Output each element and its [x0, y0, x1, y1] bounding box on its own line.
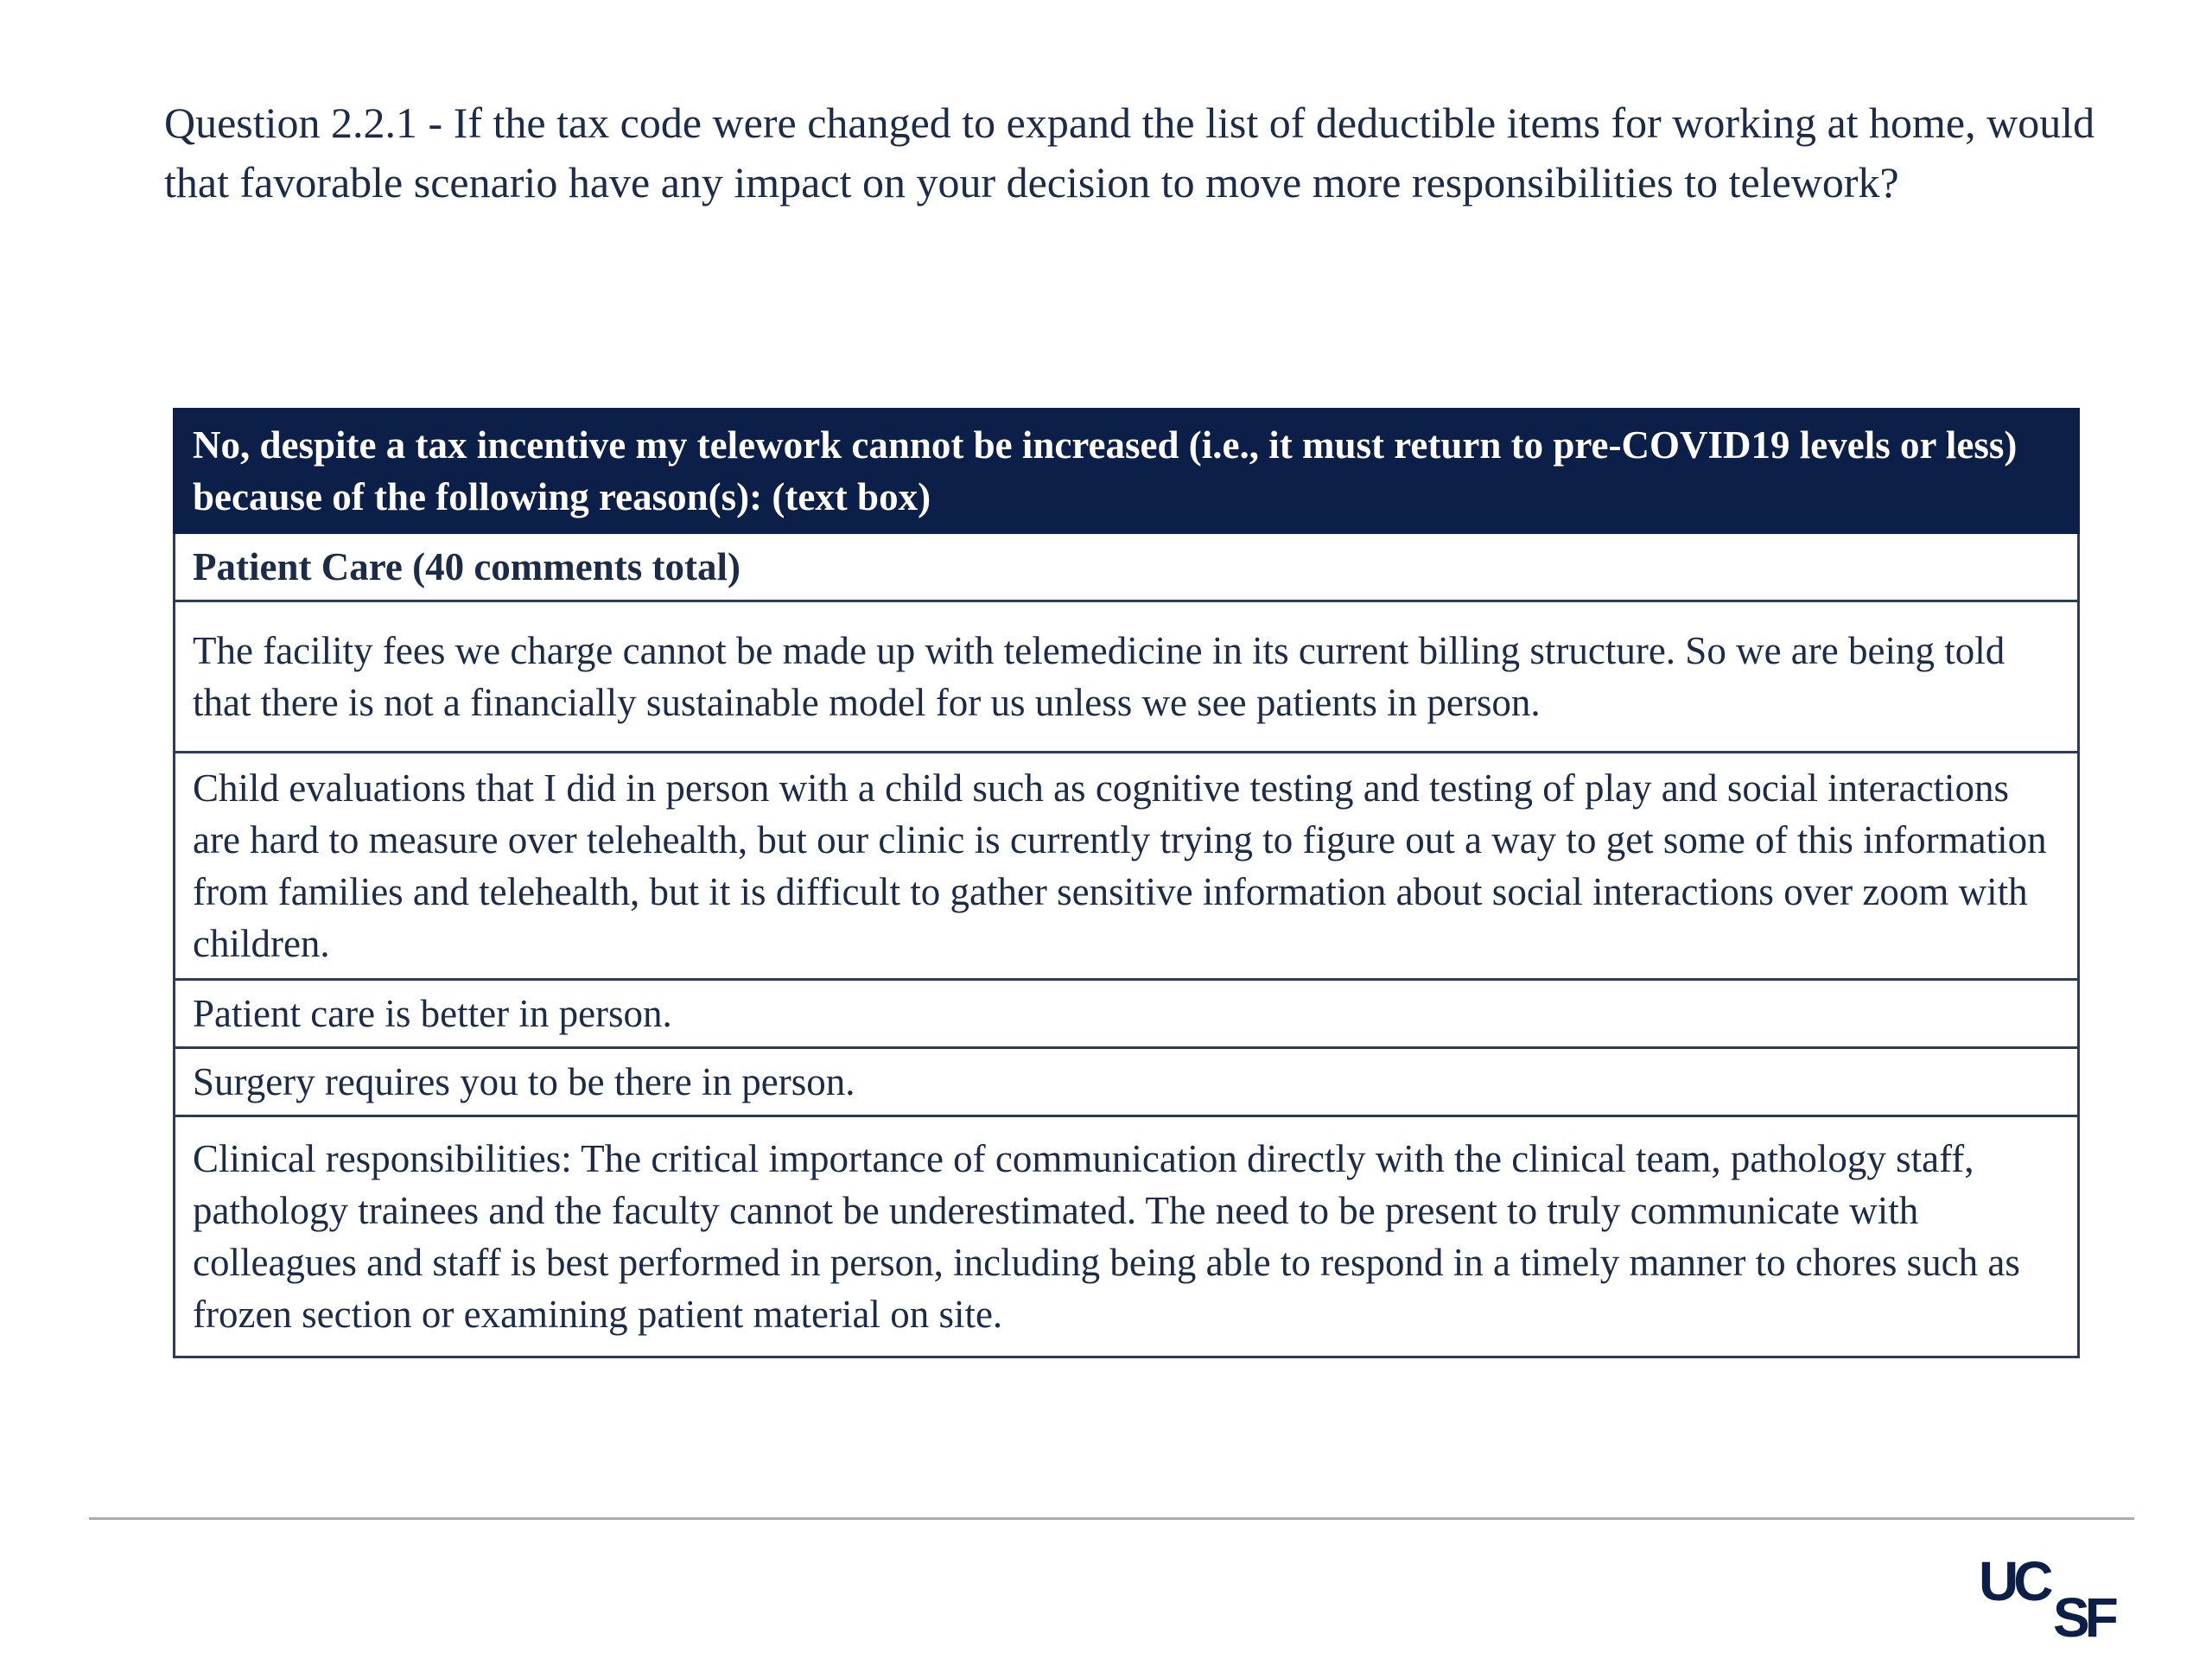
table-row	[175, 980, 2079, 1048]
ucsf-logo	[1970, 1547, 2143, 1642]
comment-cell: Child evaluations that I did in person with a child such as cognitive testing and testing of play and social interactions are hard to measure over telehealth, but our clinic is currently trying to figure out a way to get some of this information from families and telehealth, but it is difficult to gather sensitive information about social interactions over zoom with children.	[175, 753, 2079, 980]
table-row	[175, 1116, 2079, 1357]
comments-table	[173, 408, 2080, 1358]
table-row	[175, 753, 2079, 980]
table-header: No, despite a tax incentive my telework cannot be increased (i.e., it must return to pre-COVID19 levels or less) because of the following reason(s): (text box)	[175, 410, 2079, 533]
comment-cell: Clinical responsibilities: The critical importance of communication directly with the clinical team, pathology staff, pathology trainees and the faculty cannot be underestimated. The need to be present to truly communicate with colleagues and staff is best performed in person, including being able to respond in a timely manner to chores such as frozen section or examining patient material on site.	[175, 1116, 2079, 1357]
table-category-row	[175, 533, 2079, 601]
comment-cell: The facility fees we charge cannot be made up with telemedicine in its current billing structure. So we are being told that there is not a financially sustainable model for us unless we see patients in person.	[175, 601, 2079, 753]
footer-divider	[89, 1517, 2134, 1520]
table-row	[175, 1048, 2079, 1116]
comment-cell: Surgery requires you to be there in person.	[175, 1048, 2079, 1116]
svg-text:SF: SF	[2053, 1586, 2113, 1642]
table-header-row	[175, 410, 2079, 533]
svg-text:UC: UC	[1979, 1550, 2049, 1612]
category-label: Patient Care (40 comments total)	[175, 533, 2079, 601]
question-text: Question 2.2.1 - If the tax code were changed to expand the list of deductible items for working at home, would that favorable scenario have any impact on your decision to move more responsibilities to telework?	[164, 99, 2095, 207]
comment-cell: Patient care is better in person.	[175, 980, 2079, 1048]
table-row	[175, 601, 2079, 753]
